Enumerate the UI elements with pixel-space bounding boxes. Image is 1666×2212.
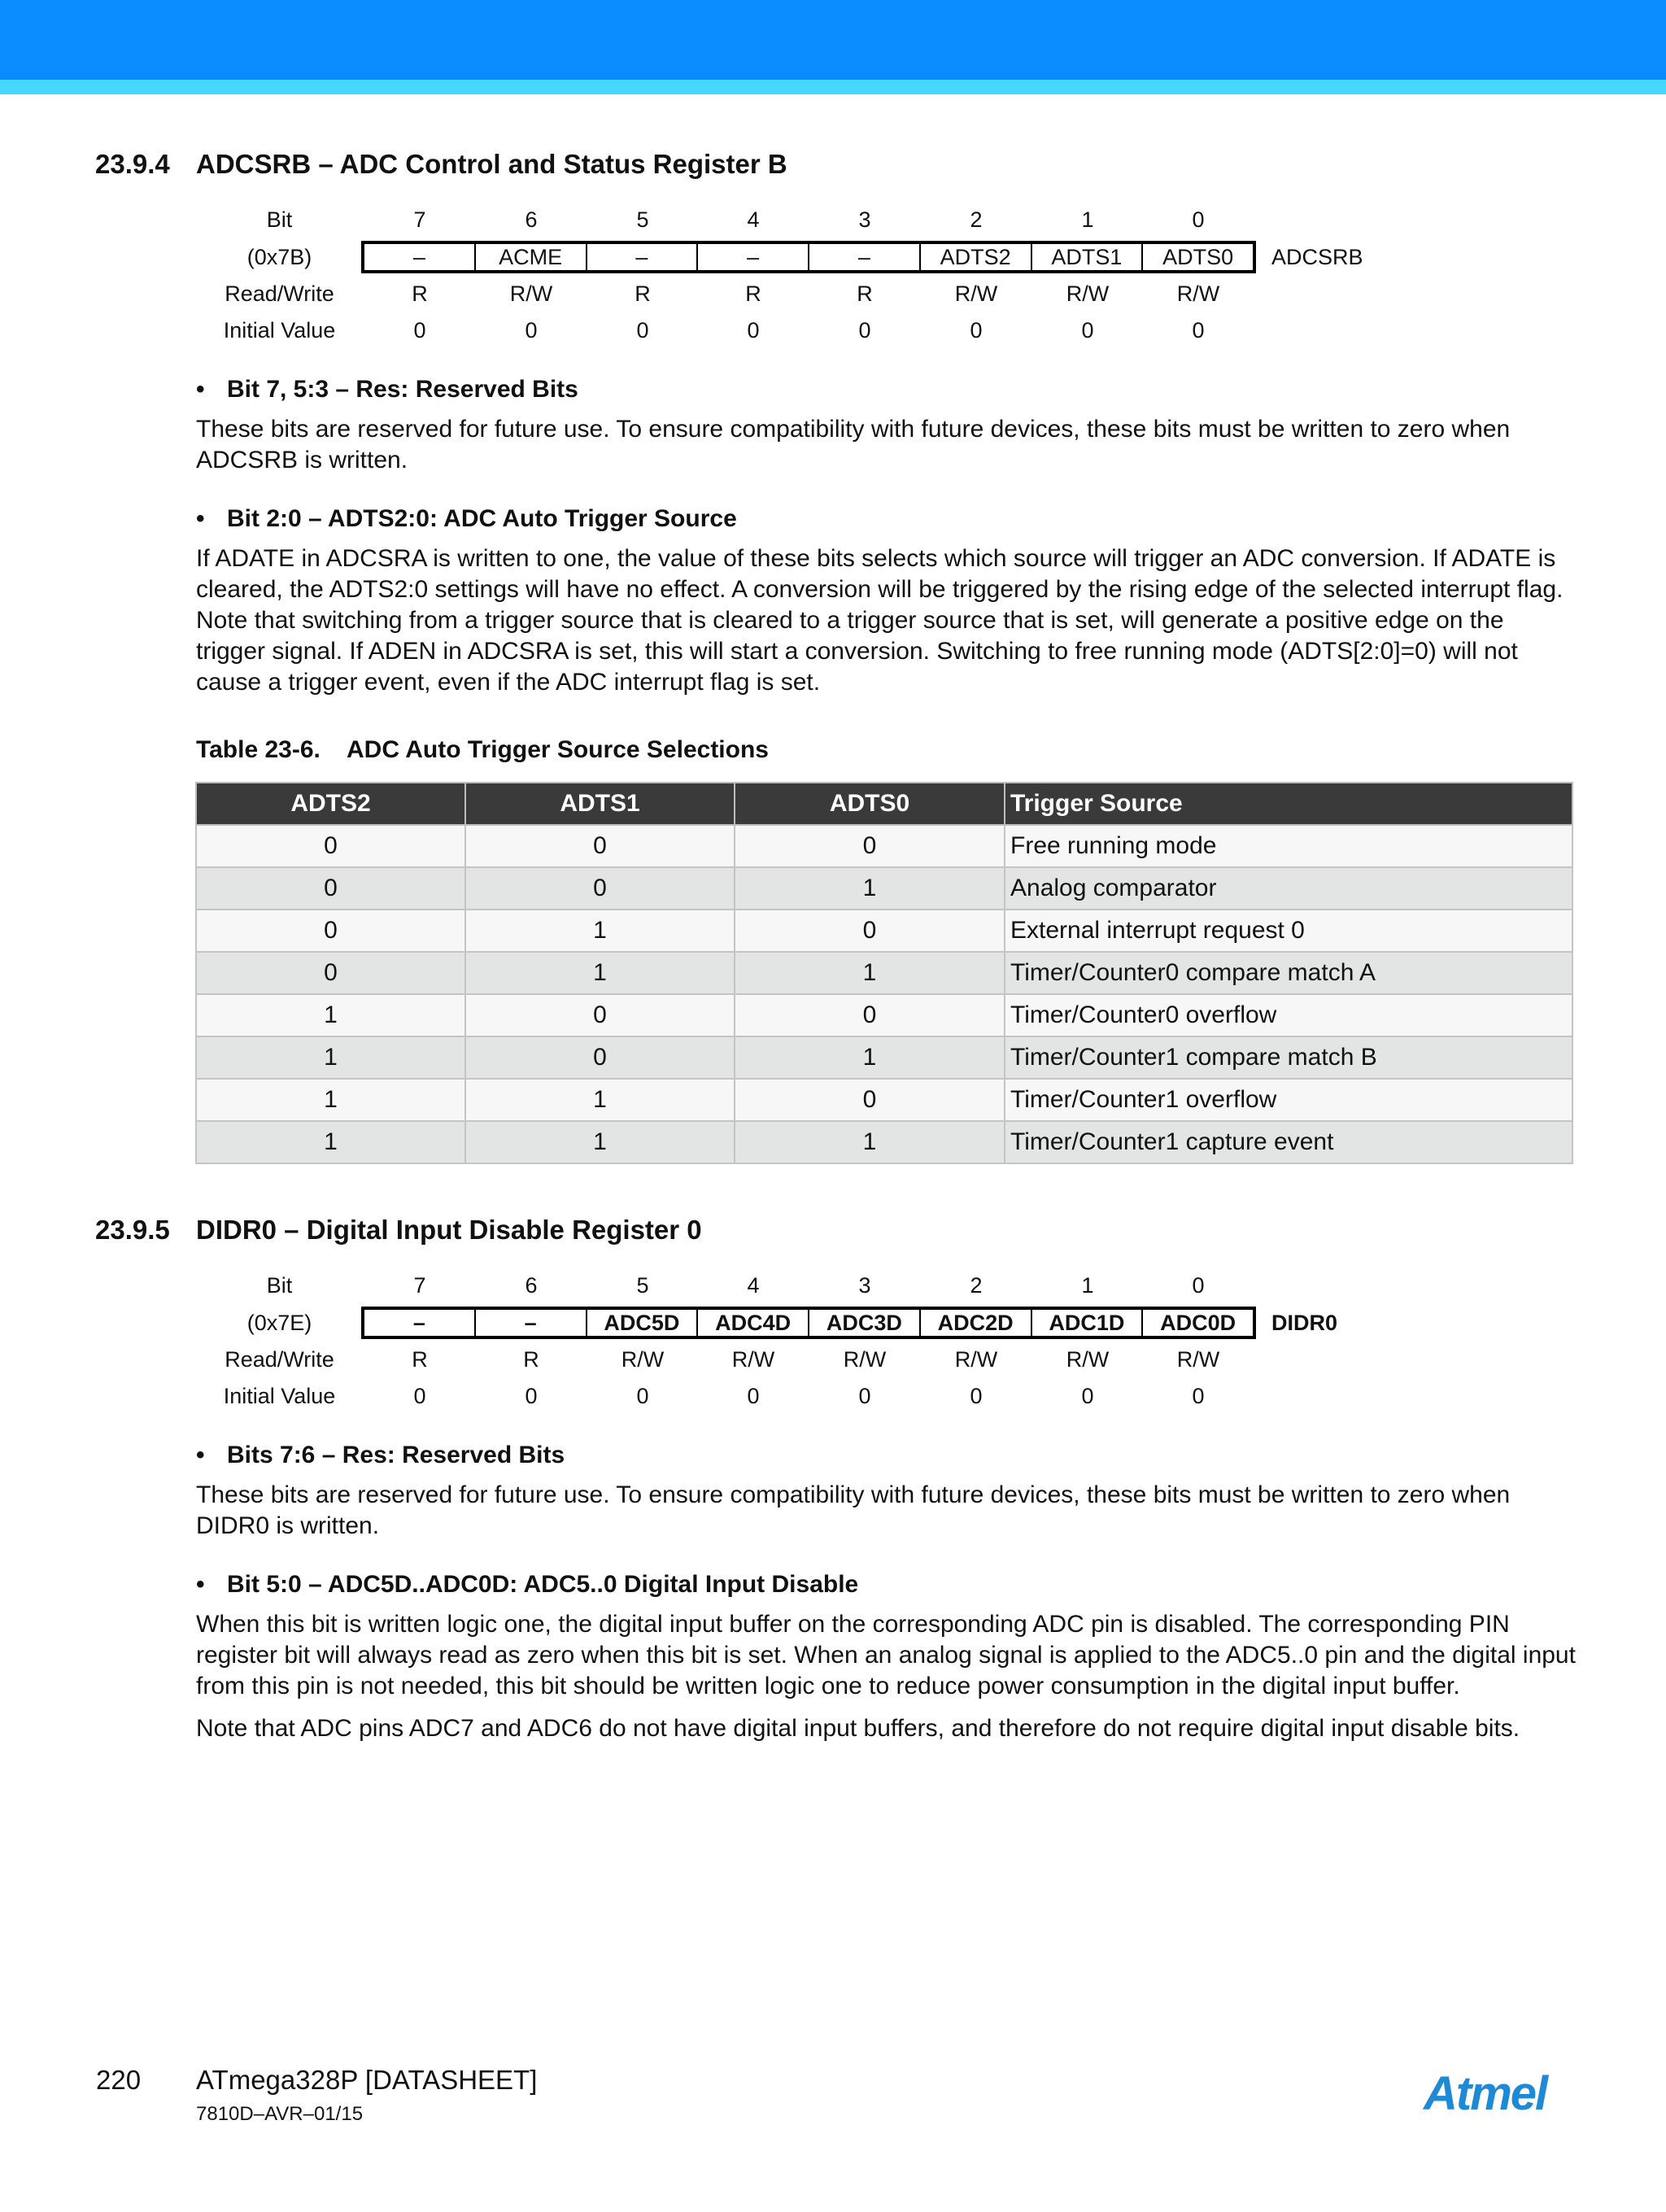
bit-access: R/W <box>1176 1347 1220 1372</box>
document-code: 7810D–AVR–01/15 <box>196 2103 364 2125</box>
row-label-bit: Bit <box>266 207 293 232</box>
register-name: DIDR0 <box>1271 1311 1338 1335</box>
bullet-title: Bits 7:6 – Res: Reserved Bits <box>227 1442 565 1468</box>
table-cell: Free running mode <box>1005 825 1572 867</box>
register-bit: ADC3D <box>809 1310 921 1336</box>
table-cell: Timer/Counter0 compare match A <box>1005 952 1572 994</box>
bit-initial-value: 0 <box>858 1384 871 1408</box>
bit-access: R/W <box>843 1347 887 1372</box>
bit-initial-value: 0 <box>747 318 760 342</box>
table-row <box>196 1036 1572 1079</box>
table-number: Table 23-6. <box>196 736 321 763</box>
table-cell: 0 <box>735 994 1005 1036</box>
register-bit: ADC2D <box>921 1310 1032 1336</box>
bit-number: 2 <box>970 1273 983 1298</box>
register-bit: – <box>698 244 809 270</box>
bit-access: R/W <box>1066 1347 1110 1372</box>
row-label-initial-value: Initial Value <box>223 318 336 342</box>
table-cell: 1 <box>735 1121 1005 1163</box>
bit-initial-value: 0 <box>1192 318 1205 342</box>
column-header: ADTS1 <box>465 783 735 825</box>
section-title: ADCSRB – ADC Control and Status Register B <box>196 149 787 179</box>
table-row <box>196 1121 1572 1163</box>
table-cell: External interrupt request 0 <box>1005 910 1572 952</box>
bit-access: R <box>857 281 873 306</box>
column-header: ADTS0 <box>735 783 1005 825</box>
bit-number: 0 <box>1192 207 1205 232</box>
register-bit: – <box>809 244 921 270</box>
table-cell: Timer/Counter1 compare match B <box>1005 1036 1572 1079</box>
table-cell: 0 <box>735 910 1005 952</box>
bit-initial-value: 0 <box>525 1384 538 1408</box>
table-cell: Timer/Counter1 overflow <box>1005 1079 1572 1121</box>
bit-number: 4 <box>747 207 760 232</box>
bullet-adts: • Bit 2:0 – ADTS2:0: ADC Auto Trigger Source <box>196 505 737 532</box>
bullet-digital-input-disable: • Bit 5:0 – ADC5D..ADC0D: ADC5..0 Digital Input Disable <box>196 1571 859 1598</box>
register-bit: ACME <box>476 244 587 270</box>
table-cell: 1 <box>735 867 1005 910</box>
table-cell: Timer/Counter1 capture event <box>1005 1121 1572 1163</box>
paragraph-reserved-bits: These bits are reserved for future use. To ensure compatibility with future devices, these bits must be written to zero when ADCSRB is written. <box>196 416 1511 473</box>
bit-access: R/W <box>621 1347 665 1372</box>
table-cell: 0 <box>465 994 735 1036</box>
bit-access: R/W <box>954 1347 998 1372</box>
bit-access: R/W <box>1176 281 1220 306</box>
register-address: (0x7E) <box>246 1311 312 1335</box>
bit-number: 2 <box>970 207 983 232</box>
paragraph-adts: If ADATE in ADCSRA is written to one, the value of these bits selects which source will trigger an ADC conversion. If ADATE is cleared, the ADTS2:0 settings will have no effect. A conversion will be triggered by the rising edge of the selected interrupt flag. Note that switching from a trigger source that is cleared to a trigger source that is set, will generate a positive edge on the trigger signal. If ADEN in ADCSRA is set, this will start a conversion. Switching to free running mode (ADTS[2:0]=0) will not cause a trigger event, even if the ADC interrupt flag is set. <box>196 545 1564 696</box>
register-bit: ADC4D <box>698 1310 809 1336</box>
table-row <box>196 867 1572 910</box>
table-cell: 1 <box>196 1121 465 1163</box>
bit-access: R/W <box>1066 281 1110 306</box>
bit-access: R <box>523 1347 539 1372</box>
bullet-title: Bit 2:0 – ADTS2:0: ADC Auto Trigger Source <box>227 505 737 532</box>
register-bit: ADTS1 <box>1032 244 1144 270</box>
bit-access: R <box>745 281 761 306</box>
bit-access: R <box>412 281 428 306</box>
table-cell: 0 <box>196 952 465 994</box>
bit-initial-value: 0 <box>970 1384 983 1408</box>
register-bit: – <box>587 244 699 270</box>
bullet-reserved-bits: • Bits 7:6 – Res: Reserved Bits <box>196 1442 565 1468</box>
register-bit: – <box>476 1310 587 1336</box>
bullet-title: Bit 7, 5:3 – Res: Reserved Bits <box>227 376 578 403</box>
register-bit: ADTS0 <box>1162 244 1234 269</box>
table-cell: 1 <box>465 1121 735 1163</box>
trigger-source-table <box>195 782 1573 1164</box>
row-label-read-write: Read/Write <box>225 281 334 306</box>
table-cell: 0 <box>735 1079 1005 1121</box>
table-row <box>196 910 1572 952</box>
bit-number: 4 <box>747 1273 760 1298</box>
bit-number: 7 <box>413 207 426 232</box>
section-heading-didr0 <box>95 1215 702 1246</box>
table-cell: 0 <box>465 825 735 867</box>
atmel-logo: Atmel <box>1424 2067 1547 2120</box>
bit-initial-value: 0 <box>413 318 426 342</box>
table-cell: 0 <box>196 867 465 910</box>
table-row <box>196 1079 1572 1121</box>
table-cell: 1 <box>735 952 1005 994</box>
table-header-row <box>196 783 1572 825</box>
row-label-bit: Bit <box>266 1273 293 1298</box>
bit-initial-value: 0 <box>747 1384 760 1408</box>
register-bit: – <box>364 1310 476 1336</box>
register-name: ADCSRB <box>1271 245 1363 269</box>
table-cell: 1 <box>196 1079 465 1121</box>
bit-access: R/W <box>731 1347 775 1372</box>
table-cell: 1 <box>196 1036 465 1079</box>
table-cell: 1 <box>465 1079 735 1121</box>
header-stripe <box>0 80 1666 94</box>
bit-number: 7 <box>413 1273 426 1298</box>
column-header: Trigger Source <box>1005 783 1572 825</box>
bit-access: R <box>635 281 651 306</box>
bit-initial-value: 0 <box>636 1384 649 1408</box>
bit-initial-value: 0 <box>1081 318 1094 342</box>
register-bit: ADC0D <box>1160 1310 1236 1335</box>
column-header: ADTS2 <box>196 783 465 825</box>
table-cell: 0 <box>196 825 465 867</box>
bit-number: 3 <box>858 1273 871 1298</box>
bit-initial-value: 0 <box>413 1384 426 1408</box>
bit-initial-value: 0 <box>636 318 649 342</box>
bit-number: 6 <box>525 207 538 232</box>
table-cell: Timer/Counter0 overflow <box>1005 994 1572 1036</box>
row-label-initial-value: Initial Value <box>223 1384 336 1408</box>
bit-number: 1 <box>1081 1273 1094 1298</box>
table-row <box>196 994 1572 1036</box>
bullet-title: Bit 5:0 – ADC5D..ADC0D: ADC5..0 Digital Input Disable <box>227 1571 859 1598</box>
table-cell: 1 <box>196 994 465 1036</box>
section-number: 23.9.5 <box>95 1215 170 1245</box>
bit-initial-value: 0 <box>858 318 871 342</box>
table-cell: 1 <box>465 910 735 952</box>
paragraph-note: Note that ADC pins ADC7 and ADC6 do not have digital input buffers, and therefore do not require digital input disable bits. <box>196 1715 1520 1742</box>
table-cell: 1 <box>465 952 735 994</box>
bit-number: 5 <box>636 207 649 232</box>
table-cell: 0 <box>465 1036 735 1079</box>
bit-number: 3 <box>858 207 871 232</box>
bullet-reserved-bits: • Bit 7, 5:3 – Res: Reserved Bits <box>196 376 578 403</box>
bit-number: 0 <box>1192 1273 1205 1298</box>
bit-initial-value: 0 <box>525 318 538 342</box>
table-cell: 0 <box>196 910 465 952</box>
section-heading-adcsrb <box>95 149 787 180</box>
document-title: ATmega328P [DATASHEET] <box>196 2065 538 2095</box>
bit-access: R/W <box>954 281 998 306</box>
table-cell: 1 <box>735 1036 1005 1079</box>
table-cell: Analog comparator <box>1005 867 1572 910</box>
bit-initial-value: 0 <box>970 318 983 342</box>
paragraph-reserved-bits: These bits are reserved for future use. To ensure compatibility with future devices, these bits must be written to zero when DIDR0 is written. <box>196 1481 1511 1539</box>
table-caption <box>196 736 769 764</box>
table-row <box>196 825 1572 867</box>
header-bar <box>0 0 1666 80</box>
bit-number: 1 <box>1081 207 1094 232</box>
table-cell: 0 <box>465 867 735 910</box>
bit-number: 5 <box>636 1273 649 1298</box>
register-bit: ADTS2 <box>921 244 1032 270</box>
table-row <box>196 952 1572 994</box>
register-box <box>361 241 1256 273</box>
bit-access: R/W <box>509 281 553 306</box>
register-bit: ADC1D <box>1032 1310 1144 1336</box>
register-address: (0x7B) <box>246 245 312 269</box>
register-bit: – <box>364 244 476 270</box>
section-title: DIDR0 – Digital Input Disable Register 0 <box>196 1215 702 1245</box>
register-box <box>361 1307 1256 1339</box>
register-bit: ADC5D <box>587 1310 699 1336</box>
bit-access: R <box>412 1347 428 1372</box>
section-number: 23.9.4 <box>95 149 170 179</box>
bit-initial-value: 0 <box>1081 1384 1094 1408</box>
table-cell: 0 <box>735 825 1005 867</box>
row-label-read-write: Read/Write <box>225 1347 334 1372</box>
page-number: 220 <box>96 2065 142 2095</box>
table-title: ADC Auto Trigger Source Selections <box>347 736 769 763</box>
bit-initial-value: 0 <box>1192 1384 1205 1408</box>
bit-number: 6 <box>525 1273 538 1298</box>
paragraph-digital-input-disable: When this bit is written logic one, the digital input buffer on the corresponding ADC pin is disabled. The corresponding PIN register bit will always read as zero when this bit is set. When an analog signal is applied to the ADC5..0 pin and the digital input from this pin is not needed, this bit should be written logic one to reduce power consumption in the digital input buffer. <box>196 1611 1576 1699</box>
